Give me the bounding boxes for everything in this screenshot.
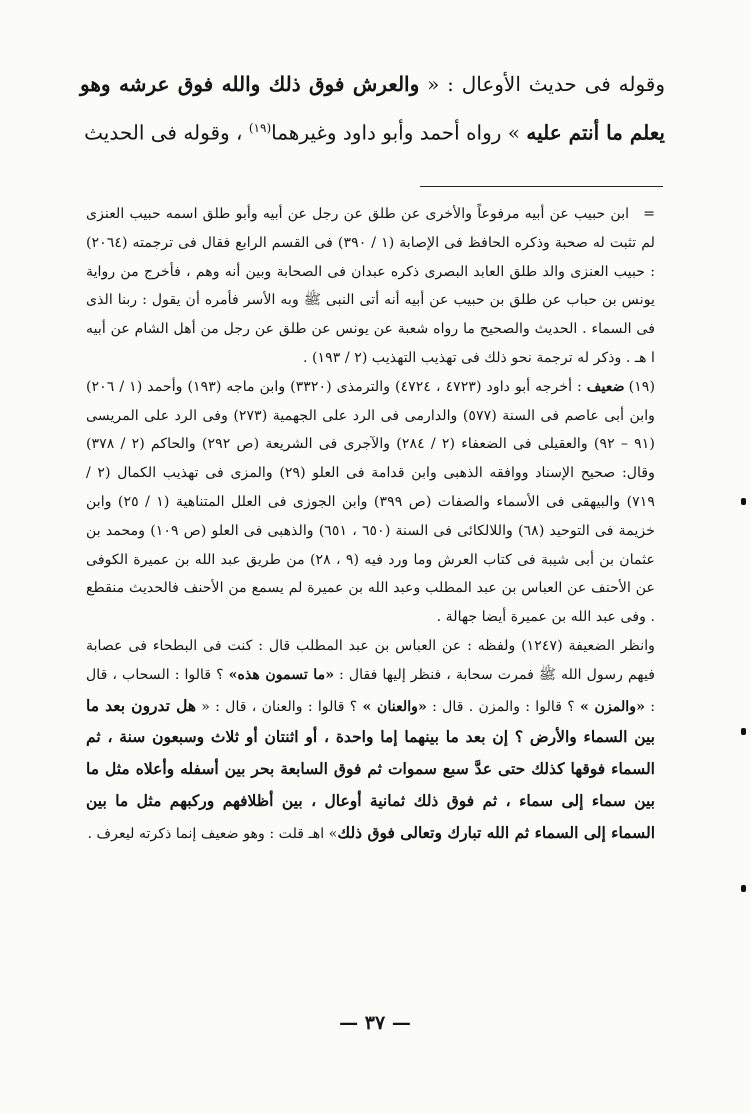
scan-mark bbox=[741, 885, 746, 892]
footnote-19-text: : أخرجه أبو داود (٤٧٢٣ ، ٤٧٢٤) والترمذى (٣٣٢٠) وابن ماجه (١٩٣) وأحمد (١ / ٢٠٦) وابن أبى عاصم فى السنة (٥٧٧) والدارمى فى الرد على الجهمية (٢٧٣) وفى الرد على المريسى (٩١ – ٩٢) والعقيلى فى الضعفاء (٢ / ٢٨٤) والآجرى فى الشريعة (ص ٢٩٢) والحاكم (٢ / ٣٧٨) وقال: صحيح الإسناد ووافقه الذهبى وابن قدامة فى العلو (٢٩) والمزى فى تهذيب الكمال (٢ / ٧١٩) والبيهقى فى الأسماء والصفات (ص ٣٩٩) وابن الجوزى فى العلل المتناهية (١ / ٢٥) وابن خزيمة فى التوحيد (٦٨) واللالكائى فى السنة (٦٥٠ ، ٦٥١) والذهبى فى العلو (ص ١٠٩) ومحمد بن عثمان بن أبى شيبة فى كتاب العرش وما ورد فيه (٩ ، ٢٨) من طريق عبد الله بن عميرة الكوفى عن الأحنف عن العباس بن عبد المطلب وعبد الله بن عميرة لم يسمع من الأحنف فالحديث منقطع . وفى عبد الله بن عميرة أيضا جهالة . bbox=[86, 378, 656, 626]
main-text bbox=[80, 62, 665, 155]
related-hadith-text-3: ؟ قالوا : والعنان ، قال : « bbox=[196, 698, 363, 715]
quote-bold-3: «والعنان » bbox=[362, 698, 427, 715]
footnote-19 bbox=[86, 373, 655, 632]
quote-bold-2: «والمزن » bbox=[580, 698, 645, 715]
main-text-intro: وقوله فى حديث الأوعال : « bbox=[419, 72, 665, 96]
footnote-19-number: (١٩) bbox=[628, 378, 655, 395]
related-hadith-text-2: ؟ قالوا : والمزن . قال : bbox=[426, 698, 580, 715]
quote-bold-long: هل تدرون بعد ما بين السماء والأرض ؟ إن بعد ما بينهما إما واحدة ، أو اثنتان أو ثلاث وسبعون سنة ، ثم السماء فوقها كذلك حتى عدَّ سبع سموات ثم فوق السابعة بحر بين أسفله وأعلاه مثل ما بين سماء إلى سماء ، ثم فوق ذلك ثمانية أوعال ، بين أظلافهم وركبهم مثل ما بين السماء إلى السماء ثم الله تبارك وتعالى فوق ذلك bbox=[86, 695, 655, 842]
footnote-separator bbox=[420, 186, 663, 187]
continuation-mark: = bbox=[643, 206, 655, 222]
footnote-continuation bbox=[86, 200, 655, 373]
footnote-related-hadith bbox=[86, 632, 655, 849]
related-hadith-intro: وانظر الضعيفة (١٢٤٧) ولفظه : عن العباس بن عبد المطلب قال : كنت فى البطحاء فى عصابة فيهم رسول الله ﷺ فمرت سحابة ، فنظر إليها فقال : bbox=[86, 637, 656, 683]
page-number: — ٣٧ — bbox=[339, 1012, 411, 1034]
main-text-attribution: » رواه أحمد وأبو داود وغيرهما bbox=[271, 120, 527, 145]
footnote-18-continued: ابن حبيب عن أبيه مرفوعاً والأخرى عن طلق عن رجل عن أبيه وأبو طلق اسمه حبيب العنزى لم تثبت له صحبة وذكره الحافظ فى الإصابة (١ / ٣٩٠) فى القسم الرابع فقال فى ترجمته (٢٠٦٤) : حبيب العنزى والد طلق العابد البصرى ذكره عبدان فى الصحابة وبين أنه وهم ، فأخرج من رواية يونس بن حباب عن طلق بن حبيب عن أبيه أنه أتى النبى ﷺ وبه الأسر فأمره أن يقول : ربنا الذى فى السماء . الحديث والصحيح ما رواه شعبة عن يونس عن طلق عن رجل من أهل الشام عن أبيه ا هـ . وذكر له ترجمة نحو ذلك فى تهذيب التهذيب (٢ / ١٩٣) . bbox=[86, 206, 655, 366]
scan-mark bbox=[741, 728, 746, 735]
main-text-continuation: ، وقوله فى الحديث bbox=[84, 120, 249, 145]
hadith-quote: والعرش فوق ذلك والله فوق عرشه وهو يعلم ما أنتم عليه bbox=[80, 72, 665, 145]
quote-bold-1: «ما تسمون هذه» bbox=[228, 666, 335, 683]
related-hadith-text-1: ؟ قالوا : السحاب ، قال : bbox=[86, 666, 655, 715]
grading-label: ضعيف bbox=[586, 378, 625, 395]
footnote-reference[interactable]: (١٩) bbox=[248, 121, 272, 135]
scan-mark bbox=[741, 498, 746, 505]
footnotes-section bbox=[86, 200, 655, 849]
main-paragraph bbox=[80, 62, 665, 155]
related-hadith-ending: » اهـ قلت : وهو ضعيف إنما ذكرته ليعرف . bbox=[87, 825, 338, 842]
